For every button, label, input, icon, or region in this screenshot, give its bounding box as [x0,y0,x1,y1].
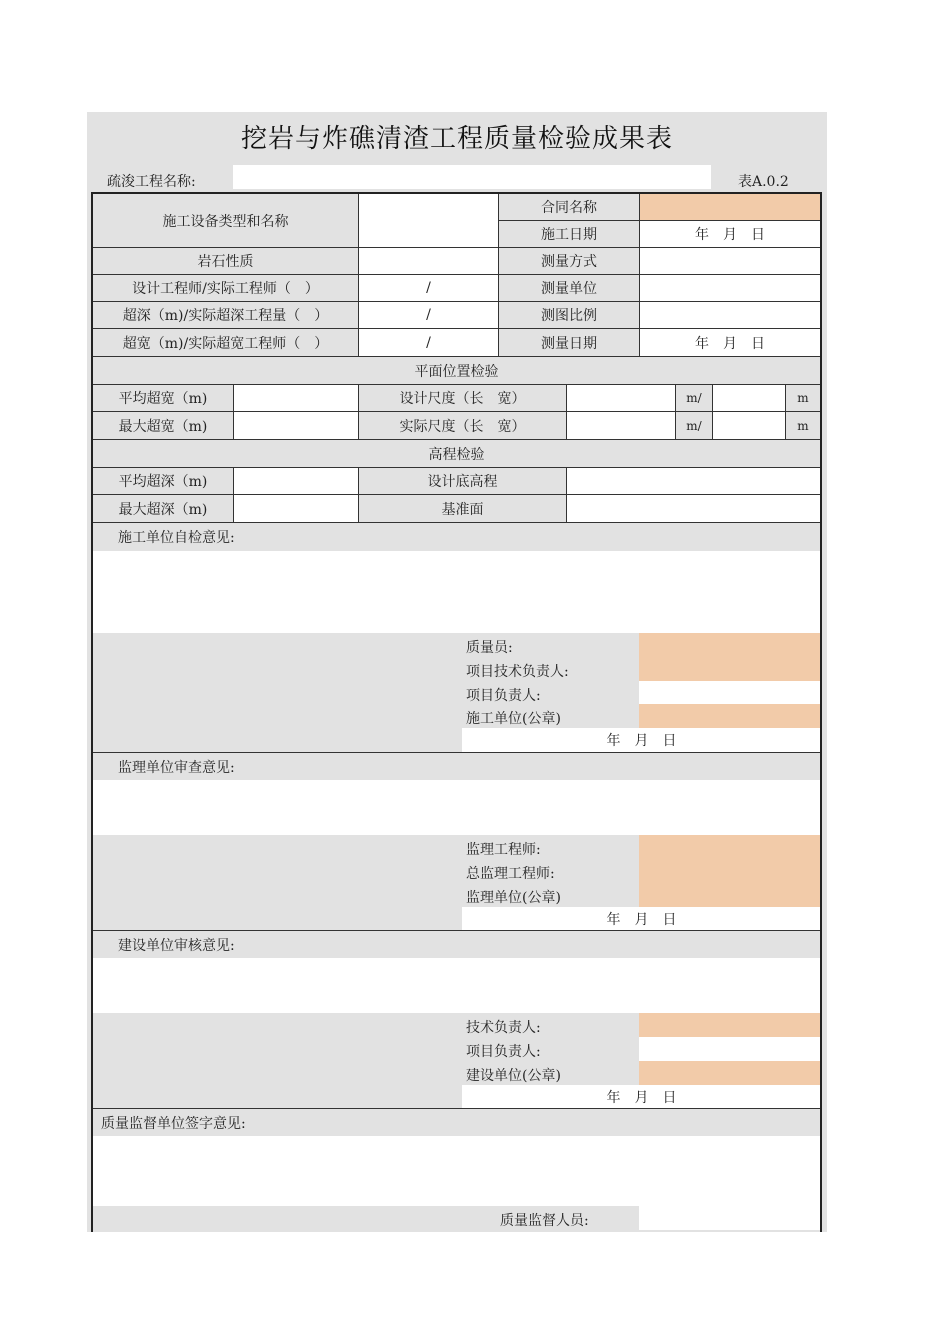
design-engineer-label: 设计工程师/实际工程师（ ） [92,274,359,302]
actual-width-unit: m [785,411,821,440]
avg-overwidth-label: 平均超宽（m) [92,384,234,412]
supervision-date[interactable]: 年 月 日 [462,907,821,930]
overdepth-label: 超深（m)/实际超深工程量（ ） [92,301,359,329]
design-engineer-value[interactable]: / [358,274,499,302]
construction-date-label: 施工日期 [498,220,640,248]
owner-seal-label: 建设单位(公章) [466,1068,561,1084]
design-size-label: 设计尺度（长 宽） [358,384,567,412]
overwidth-label: 超宽（m)/实际超宽工程师（ ） [92,328,359,357]
quality-officer-label: 质量员: [466,640,513,656]
design-length-unit: m/ [675,384,713,412]
datum-label: 基准面 [358,494,567,523]
owner-project-lead-label: 项目负责人: [466,1044,541,1060]
chief-engineer-label: 总监理工程师: [466,866,555,882]
project-lead-label: 项目负责人: [466,688,541,704]
rock-label: 岩石性质 [92,247,359,275]
contract-label: 合同名称 [498,193,640,221]
supervision-seal-label: 监理单位(公章) [466,890,561,906]
table-frame [91,192,822,1232]
owner-tech-lead-label: 技术负责人: [466,1020,541,1036]
survey-method-label: 测量方式 [498,247,640,275]
owner-opinion-label: 建设单位审核意见: [93,931,821,958]
max-overdepth-label: 最大超深（m) [92,494,234,523]
quality-supervision-label: 质量监督单位签字意见: [93,1109,821,1136]
project-name-field[interactable] [233,165,711,189]
supervision-opinion-label: 监理单位审查意见: [93,753,821,780]
supervision-engineer-label: 监理工程师: [466,842,541,858]
max-overwidth-label: 最大超宽（m) [92,411,234,440]
construction-date[interactable]: 年 月 日 [462,728,821,752]
equipment-label: 施工设备类型和名称 [92,193,359,248]
table-number: 表A.0.2 [738,174,789,190]
form-title: 挖岩与炸礁清渣工程质量检验成果表 [240,124,673,154]
overdepth-value[interactable]: / [358,301,499,329]
survey-date-value[interactable]: 年 月 日 [639,328,821,357]
actual-size-label: 实际尺度（长 宽） [358,411,567,440]
design-bottom-label: 设计底高程 [358,467,567,495]
avg-overdepth-label: 平均超深（m) [92,467,234,495]
overwidth-value[interactable]: / [358,328,499,357]
construction-opinion-label: 施工单位自检意见: [93,523,821,551]
elevation-section-header: 高程检验 [92,439,821,468]
survey-date-label: 测量日期 [498,328,640,357]
project-name-label: 疏浚工程名称: [107,174,196,190]
actual-length-unit: m/ [675,411,713,440]
scale-label: 测图比例 [498,301,640,329]
survey-unit-label: 测量单位 [498,274,640,302]
plane-section-header: 平面位置检验 [92,356,821,385]
construction-seal-label: 施工单位(公章) [466,711,561,727]
construction-date-value[interactable]: 年 月 日 [639,220,821,248]
tech-lead-label: 项目技术负责人: [466,664,569,680]
quality-inspector-label: 质量监督人员: [500,1213,589,1229]
owner-date[interactable]: 年 月 日 [462,1085,821,1108]
design-width-unit: m [785,384,821,412]
